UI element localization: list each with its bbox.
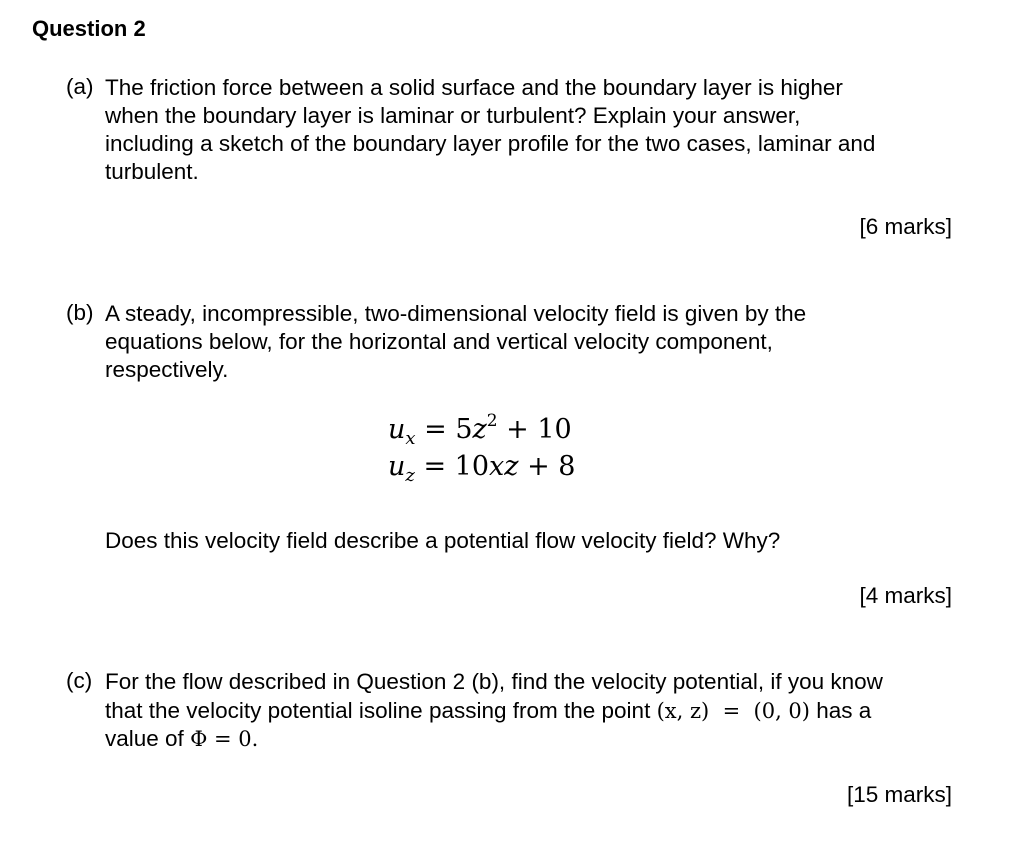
potential-value: Φ = 0. bbox=[190, 727, 259, 751]
part-a-line-3: including a sketch of the boundary layer profile for the two cases, laminar and bbox=[105, 131, 876, 156]
equation-uz bbox=[388, 448, 575, 489]
part-c-line-3 bbox=[105, 725, 258, 753]
equation-ux-sub: x bbox=[405, 428, 416, 449]
part-a-line-2: when the boundary layer is laminar or turbulent? Explain your answer, bbox=[105, 103, 801, 128]
part-c-line-2-end: has a bbox=[809, 698, 872, 723]
point-coordinates: (x, z) = (0, 0) bbox=[656, 699, 810, 723]
equation-uz-lhs: u bbox=[388, 451, 406, 482]
part-a-marks: [6 marks] bbox=[859, 214, 952, 239]
equation-ux-rhs: + 10 bbox=[497, 414, 572, 445]
part-c-label: (c) bbox=[66, 668, 93, 693]
part-c-line-3-text: value of bbox=[105, 726, 191, 751]
equation-ux bbox=[388, 411, 572, 452]
part-c-line-2 bbox=[105, 697, 871, 725]
part-a-line-4: turbulent. bbox=[105, 159, 199, 184]
equation-ux-lhs: u bbox=[388, 414, 406, 445]
equation-uz-var: xz bbox=[489, 451, 519, 482]
part-b-question: Does this velocity field describe a potential flow velocity field? Why? bbox=[105, 528, 781, 553]
part-c-marks: [15 marks] bbox=[846, 782, 952, 807]
part-a-label: (a) bbox=[66, 74, 94, 99]
equation-uz-rhs: + 8 bbox=[518, 451, 576, 482]
equation-uz-eq: = 10 bbox=[414, 451, 490, 482]
equation-ux-sup: 2 bbox=[486, 411, 498, 431]
equation-ux-eq: = 5 bbox=[415, 414, 473, 445]
part-b-line-1: A steady, incompressible, two-dimensional velocity field is given by the bbox=[105, 301, 807, 326]
equation-ux-var: z bbox=[472, 414, 487, 445]
equation-uz-sub: z bbox=[405, 465, 415, 486]
part-a-line-1: The friction force between a solid surface and the boundary layer is higher bbox=[105, 75, 843, 100]
part-b-label: (b) bbox=[66, 300, 94, 325]
part-b-line-2: equations below, for the horizontal and vertical velocity component, bbox=[105, 329, 773, 354]
part-c-line-2-text: that the velocity potential isoline passing from the point bbox=[105, 698, 657, 723]
part-b-line-3: respectively. bbox=[105, 357, 229, 382]
part-c-line-1: For the flow described in Question 2 (b), find the velocity potential, if you know bbox=[105, 669, 883, 694]
question-title: Question 2 bbox=[32, 16, 146, 41]
part-b-marks: [4 marks] bbox=[859, 583, 952, 608]
